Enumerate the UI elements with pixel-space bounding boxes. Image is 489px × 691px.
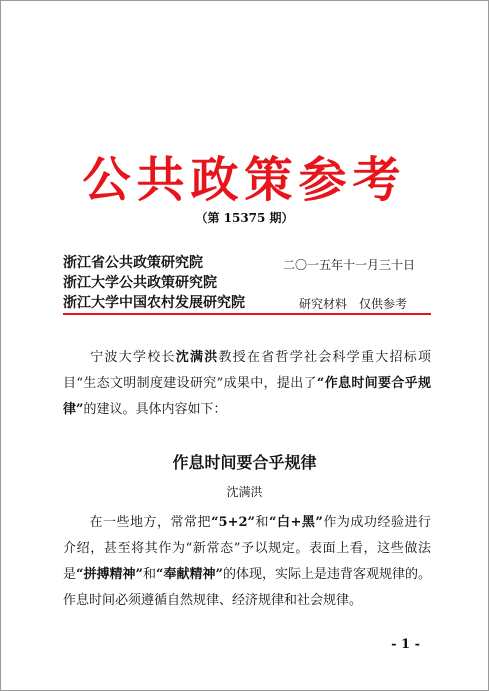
body-keyword-3: “拼搏精神” bbox=[76, 567, 143, 582]
body-text-5: 的体现，实际上是违背客观规律的。作息时间必须遵循自然规律、经济规律和社会规律。 bbox=[63, 567, 431, 608]
org-name-1: 浙江省公共政策研究院 bbox=[63, 255, 203, 271]
distribution-note: 研究材料 仅供参考 bbox=[299, 297, 408, 311]
body-keyword-2: “白+黑” bbox=[269, 515, 323, 530]
intro-text-1: 宁波大学校长 bbox=[89, 350, 176, 365]
body-keyword-1: “5+2” bbox=[211, 515, 256, 530]
issue-date: 二〇一五年十一月三十日 bbox=[283, 258, 416, 272]
article-author: 沈满洪 bbox=[226, 485, 263, 499]
intro-author-name: 沈满洪 bbox=[175, 350, 219, 365]
intro-paragraph bbox=[63, 345, 431, 423]
intro-quote: “作息时间要合乎规律” bbox=[63, 376, 432, 417]
masthead-title: 公共政策参考 bbox=[82, 152, 407, 208]
header-divider bbox=[63, 313, 431, 315]
intro-text-2: 教授在省哲学社会科学重大招标项目“生态文明制度建设研究”成果中，提出了 bbox=[63, 350, 431, 391]
article-title: 作息时间要合乎规律 bbox=[172, 453, 317, 472]
intro-text-3: 的建议。具体内容如下： bbox=[83, 402, 227, 417]
body-text-2: 和 bbox=[255, 515, 270, 530]
body-keyword-4: “奉献精神” bbox=[156, 567, 223, 582]
org-name-3: 浙江大学中国农村发展研究院 bbox=[63, 295, 245, 311]
issue-number: （第 15375 期） bbox=[195, 211, 294, 225]
body-text-1: 在一些地方，常常把 bbox=[89, 515, 212, 530]
page-number: - 1 - bbox=[391, 637, 420, 652]
body-text-4: 和 bbox=[142, 567, 156, 582]
article-body-paragraph bbox=[63, 510, 431, 614]
body-text-3: 作为成功经验进行介绍，甚至将其作为“新常态”予以规定。表面上看，这些做法是 bbox=[63, 515, 431, 582]
org-name-2: 浙江大学公共政策研究院 bbox=[63, 275, 217, 291]
